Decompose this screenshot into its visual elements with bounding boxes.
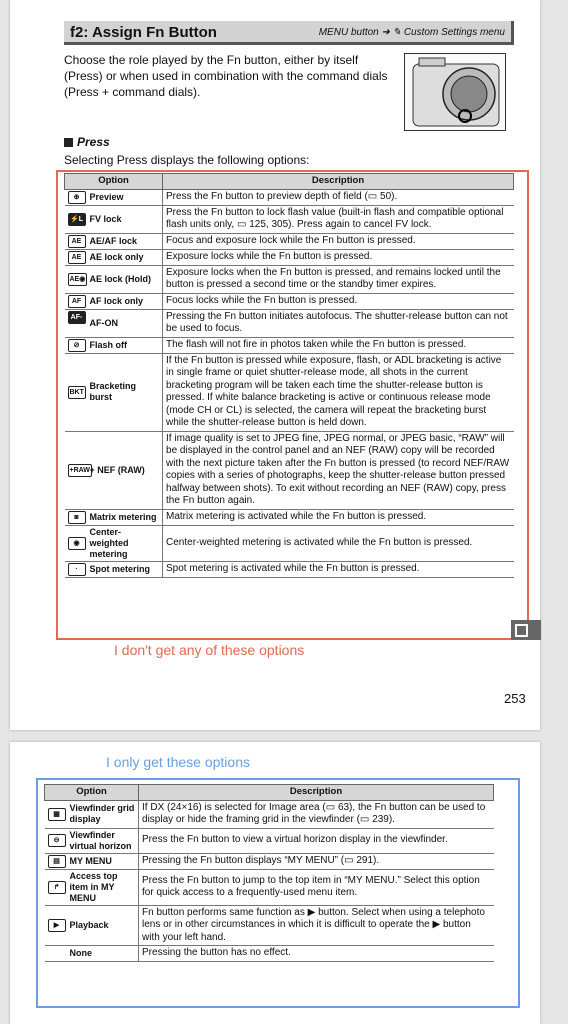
option-description: The flash will not fire in photos taken while the Fn button is pressed.: [163, 337, 514, 353]
option-icon: AE◉: [68, 273, 88, 286]
option-icon: AE: [68, 235, 86, 248]
option-description: Fn button performs same function as ▶ button. Select when using a telephoto lens or in other circumstances in which it is difficult to operate the ▶ button with your left hand.: [139, 905, 494, 946]
red-annotation: I don't get any of these options: [114, 642, 305, 658]
intro-text: Choose the role played by the Fn button, either by itself (Press) or when used in combination with the command dials (Press + command dials).: [64, 53, 388, 99]
option-name: Matrix metering: [87, 509, 163, 525]
option-icon: BKT: [68, 386, 86, 399]
option-icon: ⊖: [48, 834, 66, 847]
option-icon: AF-ON: [68, 311, 86, 324]
option-name: Access top item in MY MENU: [67, 869, 139, 905]
header-description: Description: [163, 174, 514, 190]
option-name: Preview: [87, 189, 163, 205]
page-corner-marker: [511, 620, 541, 640]
option-description: Exposure locks when the Fn button is pressed, and remains locked until the button is pressed a second time or the standby timer expires.: [163, 265, 514, 293]
option-name: None: [67, 946, 139, 962]
blue-highlight-box: [36, 778, 520, 1008]
option-icon: ◙: [68, 511, 86, 524]
option-description: Matrix metering is activated while the Fn button is pressed.: [163, 509, 514, 525]
option-icon: AE: [68, 251, 86, 264]
option-name: AF-ON: [87, 309, 163, 337]
option-name: Playback: [67, 905, 139, 946]
marker-square-icon: [515, 624, 528, 637]
option-name: Viewfinder virtual horizon: [67, 828, 139, 853]
option-icon: ↱: [48, 881, 66, 894]
header-option: Option: [45, 785, 139, 801]
option-icon: ▶: [48, 919, 66, 932]
option-description: Focus and exposure lock while the Fn button is pressed.: [163, 233, 514, 249]
option-name: AF lock only: [87, 293, 163, 309]
option-description: Center-weighted metering is activated while the Fn button is pressed.: [163, 525, 514, 561]
option-description: Pressing the Fn button displays “MY MENU” (▭ 291).: [139, 853, 494, 869]
section-header: [64, 21, 514, 45]
option-icon: +RAW: [68, 464, 92, 477]
red-highlight-box: [56, 170, 529, 640]
option-name: Center-weighted metering: [87, 525, 163, 561]
section-title: f2: Assign Fn Button: [70, 24, 217, 41]
option-name: Bracketing burst: [87, 353, 163, 431]
option-name: Spot metering: [87, 561, 163, 577]
option-description: If DX (24×16) is selected for Image area (▭ 63), the Fn button can be used to display or hide the framing grid in the viewfinder (▭ 239).: [139, 800, 494, 828]
option-icon: ⚡L: [68, 213, 86, 226]
option-description: If image quality is set to JPEG fine, JPEG normal, or JPEG basic, “RAW” will be displayed in the control panel and an NEF (RAW) copy will be recorded with the next picture taken after the Fn button is pressed (to record NEF/RAW copies with a series of photographs, keep the shutter-release button pressed halfway between shots). To exit without recording an NEF (RAW) copy, press the Fn button again.: [163, 431, 514, 509]
option-description: If the Fn button is pressed while exposure, flash, or ADL bracketing is active in single frame or quiet shutter-release mode, all shots in the current bracketing program will be taken each time the shutter-release button is pressed. If white balance bracketing is active or continuous release mode (mode CH or CL) is selected, the camera will repeat the bracketing burst while the shutter-release button is held down.: [163, 353, 514, 431]
blue-annotation: I only get these options: [106, 754, 250, 770]
camera-illustration: [404, 53, 506, 131]
option-description: Exposure locks while the Fn button is pressed.: [163, 249, 514, 265]
header-option: Option: [65, 174, 163, 190]
option-icon: ⊘: [68, 339, 86, 352]
option-description: Pressing the Fn button initiates autofocus. The shutter-release button can not be used to focus.: [163, 309, 514, 337]
option-icon: ▦: [48, 808, 66, 821]
option-description: Press the Fn button to preview depth of field (▭ 50).: [163, 189, 514, 205]
option-description: Focus locks while the Fn button is pressed.: [163, 293, 514, 309]
option-description: Press the Fn button to view a virtual horizon display in the viewfinder.: [139, 828, 494, 853]
square-bullet-icon: [64, 138, 73, 147]
option-description: Spot metering is activated while the Fn button is pressed.: [163, 561, 514, 577]
option-icon: ⊕: [68, 191, 86, 204]
option-name: FV lock: [87, 205, 163, 233]
option-name: AE/AF lock: [87, 233, 163, 249]
option-name: AE lock (Hold): [87, 265, 163, 293]
option-description: Pressing the button has no effect.: [139, 946, 494, 962]
header-description: Description: [139, 785, 494, 801]
option-icon: ·: [68, 563, 86, 576]
option-icon: ◉: [68, 537, 86, 550]
menu-path: MENU button ➜ ✎ Custom Settings menu: [318, 27, 505, 38]
press-heading: [64, 135, 110, 149]
option-name: + NEF (RAW): [87, 431, 163, 509]
option-name: AE lock only: [87, 249, 163, 265]
option-name: MY MENU: [67, 853, 139, 869]
option-name: Viewfinder grid display: [67, 800, 139, 828]
option-icon: ▤: [48, 855, 66, 868]
option-icon: AF: [68, 295, 86, 308]
option-description: Press the Fn button to jump to the top item in “MY MENU.” Select this option for quick access to a frequently-used menu item.: [139, 869, 494, 905]
option-name: Flash off: [87, 337, 163, 353]
manual-page-continued: [10, 742, 540, 1024]
page-number: 253: [504, 691, 526, 706]
manual-page-253: [10, 0, 540, 730]
press-heading-label: Press: [77, 135, 110, 149]
option-description: Press the Fn button to lock flash value (built-in flash and compatible optional flash units only, ▭ 125, 305). Press again to cancel FV lock.: [163, 205, 514, 233]
press-description: Selecting Press displays the following options:: [64, 153, 310, 167]
